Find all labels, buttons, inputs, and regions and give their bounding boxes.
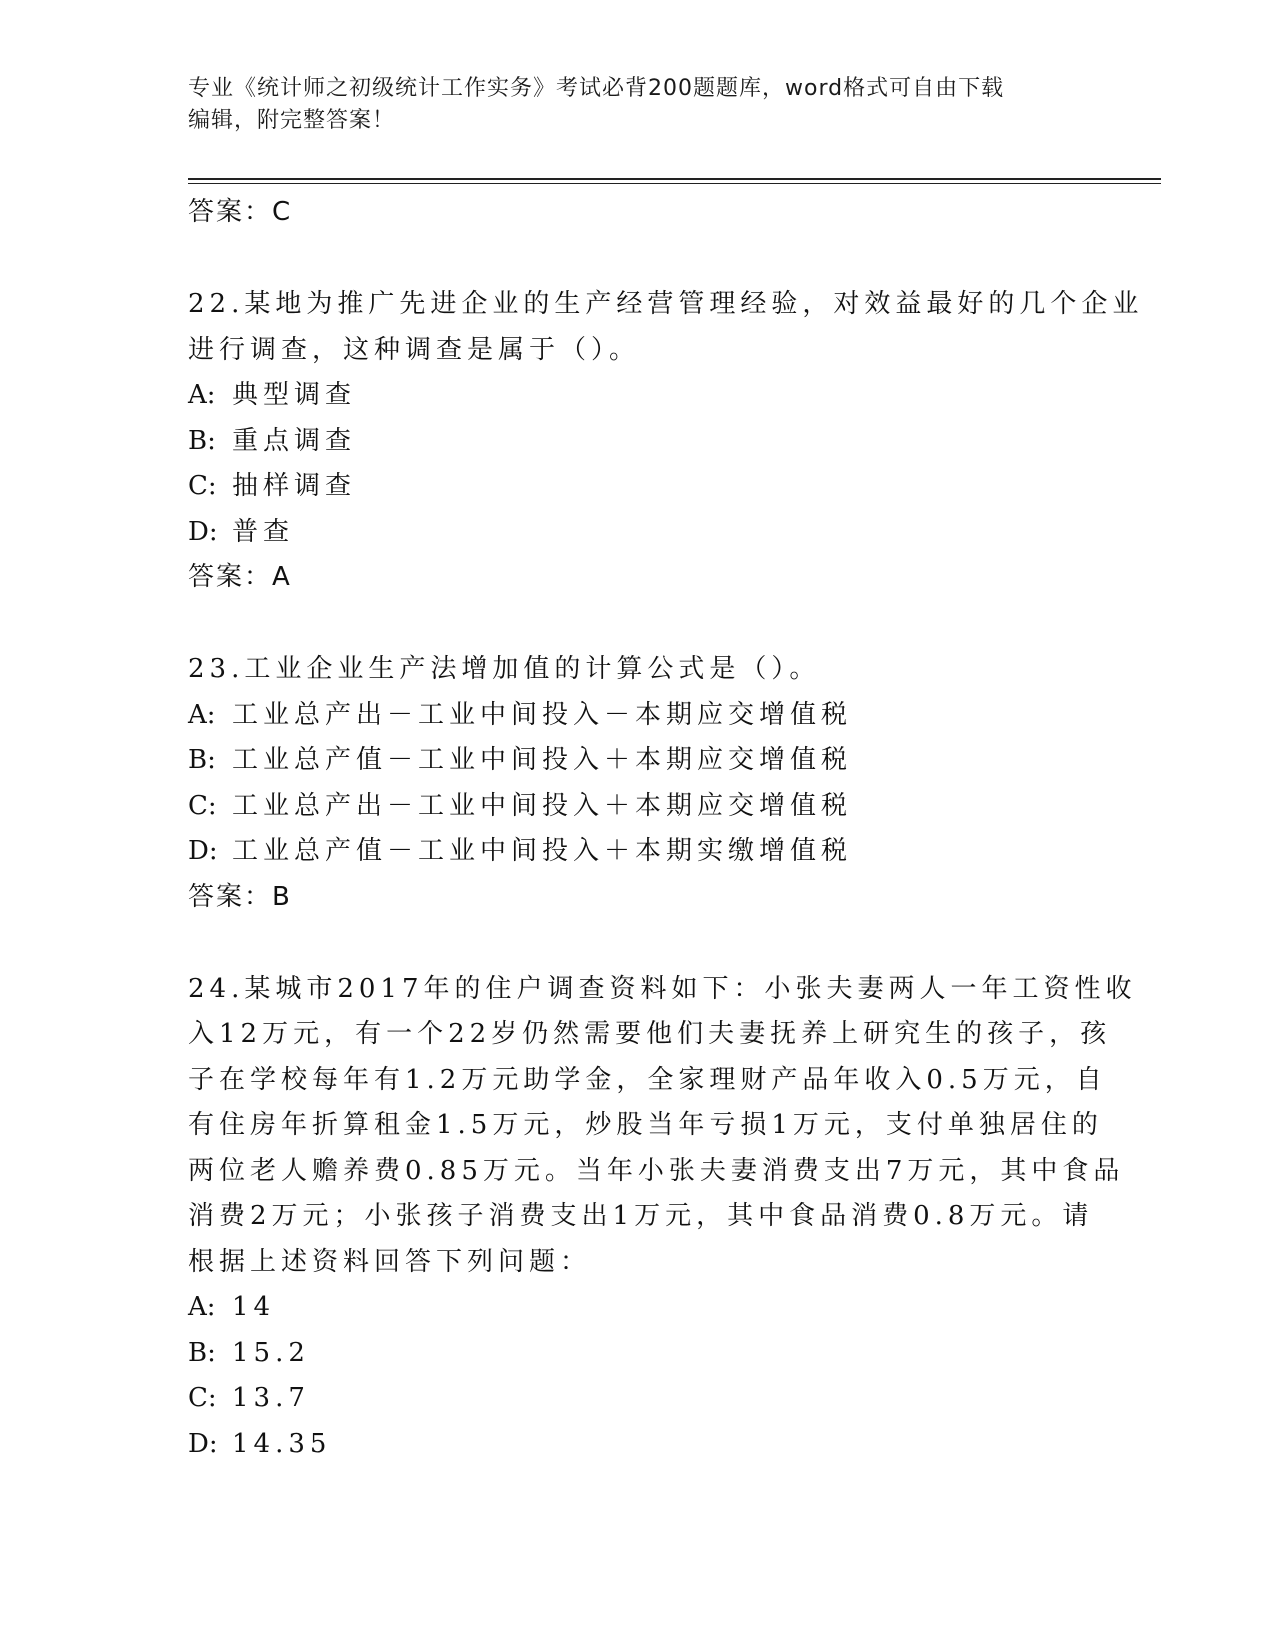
header-line: 编辑，附完整答案！ [188,108,396,133]
header-divider [188,178,1161,184]
answer-line: 答案：C [188,197,293,227]
option-text: 14 [232,1292,276,1322]
question-text: 消费2万元；小张孩子消费支出1万元，其中食品消费0.8万元。请 [188,1201,1094,1231]
question-text: 23.工业企业生产法增加值的计算公式是（）。 [188,654,821,684]
question-text: 入12万元，有一个22岁仍然需要他们夫妻抚养上研究生的孩子，孩 [188,1019,1112,1049]
option-letter: D: [188,516,218,547]
option-letter: D: [188,836,218,866]
option-d [188,829,1108,875]
option-text: 抽样调查 [232,471,357,501]
question-text: 进行调查，这种调查是属于（）。 [188,334,641,365]
option-d [188,510,1108,556]
question-24 [188,967,1137,1468]
answer-line: 答案：A [188,562,292,592]
question-text: 22.某地为推广先进企业的生产经营管理经验，对效益最好的几个企业 [188,289,1144,319]
option-d [188,1422,1108,1468]
option-text: 工业总产值－工业中间投入＋本期实缴增值税 [232,836,853,866]
option-text: 14.35 [232,1428,332,1459]
option-text: 工业总产出－工业中间投入－本期应交增值税 [232,699,853,730]
option-letter: C: [188,1383,217,1413]
option-b [188,738,1108,784]
header-line: 专业《统计师之初级统计工作实务》考试必背200题题库，word格式可自由下载 [188,76,1005,101]
option-text: 典型调查 [232,380,357,410]
option-text: 工业总产出－工业中间投入＋本期应交增值税 [232,790,853,821]
option-letter: B: [188,745,216,775]
question-text: 有住房年折算租金1.5万元，炒股当年亏损1万元，支付单独居住的 [188,1110,1103,1140]
option-text: 重点调查 [232,425,357,456]
option-letter: C: [188,790,217,821]
option-text: 工业总产值－工业中间投入＋本期应交增值税 [232,745,853,775]
question-list [188,190,1144,1467]
document-header [188,73,1088,137]
answer-line: 答案：B [188,881,292,912]
option-letter: C: [188,471,217,501]
question-22 [188,282,1144,599]
option-a [188,693,1108,739]
option-letter: D: [188,1428,218,1459]
option-a [188,373,1108,419]
question-text: 两位老人赡养费0.85万元。当年小张夫妻消费支出7万元，其中食品 [188,1155,1125,1186]
option-text: 普查 [232,516,295,547]
option-letter: A: [188,380,216,410]
option-letter: A: [188,699,216,730]
option-letter: B: [188,1337,216,1368]
question-text: 24.某城市2017年的住户调查资料如下：小张夫妻两人一年工资性收 [188,973,1137,1004]
option-letter: A: [188,1292,216,1322]
question-text: 子在学校每年有1.2万元助学金，全家理财产品年收入0.5万元，自 [188,1064,1107,1095]
question-23 [188,647,1108,919]
option-text: 13.7 [232,1383,310,1413]
option-text: 15.2 [232,1337,310,1368]
option-b [188,1331,1108,1377]
option-c [188,784,1108,830]
option-c [188,464,1108,510]
option-c [188,1376,1108,1422]
option-b [188,419,1108,465]
option-a [188,1285,1108,1331]
option-letter: B: [188,425,216,456]
question-text: 根据上述资料回答下列问题： [188,1246,592,1277]
